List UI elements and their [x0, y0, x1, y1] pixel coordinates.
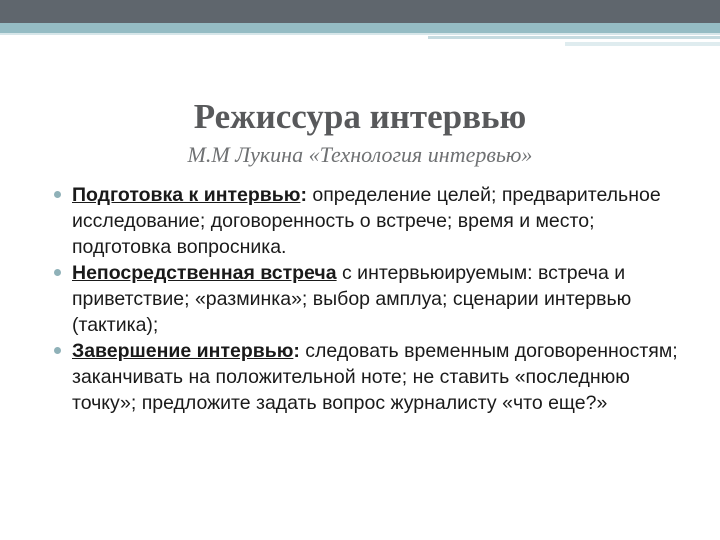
header-bar-teal — [0, 23, 720, 33]
bullet-dot-icon — [54, 191, 61, 198]
bullet-term: Подготовка к интервью — [72, 184, 301, 206]
header-accent-stripe — [428, 36, 720, 39]
bullet-list — [54, 182, 694, 416]
bullet-term-separator: : — [293, 340, 300, 362]
bullet-item — [54, 182, 694, 260]
header-bar-dark — [0, 0, 720, 23]
slide-subtitle: М.М Лукина «Технология интервью» — [187, 142, 533, 167]
header-bar-line — [0, 33, 720, 35]
bullet-item — [54, 260, 694, 338]
bullet-text: определение целей; предварительное исследование; договоренность о встрече; время и место; подготовка вопросника. — [72, 184, 661, 258]
header-accent-stripe-2 — [565, 42, 720, 46]
bullet-text: с интервьюируемым: встреча и приветствие; «разминка»; выбор амплуа; сценарии интервью (тактика); — [72, 262, 632, 336]
bullet-term: Завершение интервью — [72, 340, 294, 362]
bullet-item — [54, 338, 694, 416]
bullet-dot-icon — [54, 269, 61, 276]
bullet-dot-icon — [54, 347, 61, 354]
bullet-text: следовать временным договоренностям; заканчивать на положительной ноте; не ставить «последнюю точку»; предложите задать вопрос журналисту «что еще?» — [72, 340, 678, 414]
slide-title: Режиссура интервью — [193, 97, 527, 136]
bullet-term: Непосредственная встреча — [72, 262, 337, 284]
bullet-term-separator: : — [300, 184, 307, 206]
